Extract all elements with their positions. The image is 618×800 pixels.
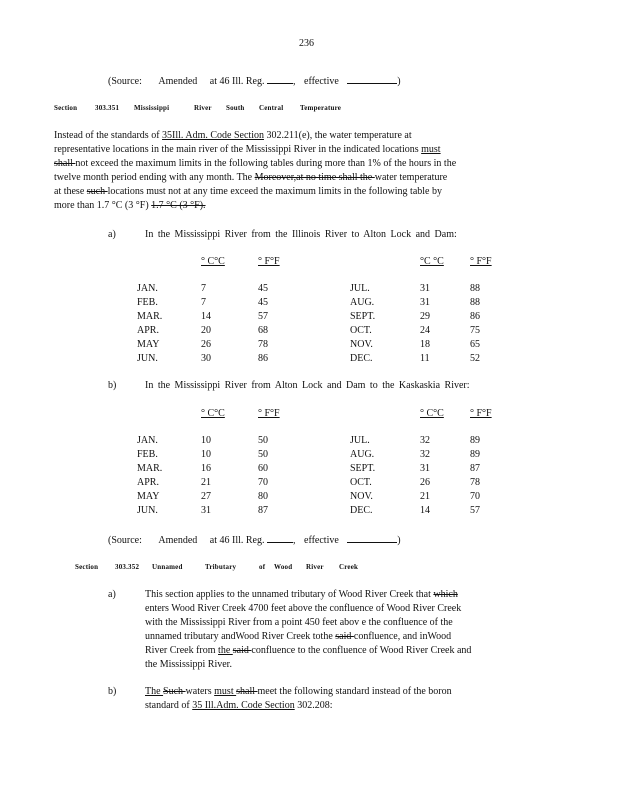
item-a-line [145,616,535,629]
fahrenheit-column [258,282,268,366]
source-register: at 46 Ill. Reg. [209,76,265,87]
table-cell: 24 [420,325,430,336]
table-cell: 88 [470,283,480,294]
item-label: a) [108,229,116,240]
table-cell: 31 [201,505,211,516]
table-cell: 80 [258,491,268,502]
item-b-line [145,699,535,712]
deleted-text: Such [163,686,186,697]
text-run: Instead of the standards of [54,130,163,141]
celsius-column [420,282,430,366]
table-cell: MAY [137,491,160,502]
table-cell: MAR. [137,463,163,474]
table-cell: FEB. [137,297,158,308]
title-word: Unnamed [152,563,183,571]
effective-blank [347,533,397,543]
inserted-text: 35 Ill.Adm. Code Section [192,700,295,711]
source-note-1: (Source: Amended at 46 Ill. Reg. , effective ) [108,76,401,87]
table-cell: 52 [470,353,480,364]
text-run: more than 1.7 °C (3 °F) [54,200,152,211]
table-cell: SEPT. [350,463,376,474]
inserted-text: the [218,645,233,656]
table-cell: 86 [470,311,480,322]
col-header-f: ° F°F [470,408,492,419]
table-cell: 89 [470,449,480,460]
intro-line [54,157,539,170]
text-run: at these [54,186,87,197]
fahrenheit-column [470,434,480,518]
col-header-c: ° C°C [201,408,225,419]
table-cell: 57 [470,505,480,516]
table-cell: 45 [258,297,268,308]
table-heading: In the Mississippi River from the Illinois River to Alton Lock and Dam: [145,229,457,240]
register-blank [267,533,293,543]
table-cell: 30 [201,353,211,364]
table-cell: 7 [201,297,206,308]
title-word: of [259,563,266,571]
table-cell: 21 [420,491,430,502]
item-a-line [145,644,535,657]
title-word: Creek [339,563,359,571]
title-word: Tributary [205,563,237,571]
intro-line [54,171,539,184]
item-a-line [145,602,535,615]
source-register: at 46 Ill. Reg. [209,535,265,546]
table-cell: 70 [470,491,480,502]
table-cell: 26 [420,477,430,488]
source-close: ) [397,76,401,87]
month-column [350,434,375,518]
col-header-c: °C °C [420,256,444,267]
title-word: Temperature [300,104,342,112]
table-cell: OCT. [350,325,372,336]
table-cell: 86 [258,353,268,364]
deleted-text: shall [54,158,76,169]
deleted-text: shall [236,686,258,697]
month-column [350,282,375,366]
register-blank [267,74,293,84]
table-cell: 26 [201,339,211,350]
table-cell: JUN. [137,353,158,364]
table-cell: 75 [470,325,480,336]
intro-line [54,129,539,142]
table-heading: In the Mississippi River from Alton Lock and Dam to the Kaskaskia River: [145,380,470,391]
text-run: locations must not at any time exceed the maximum limits in the following table by [107,186,442,197]
table-cell: JUN. [137,505,158,516]
intro-line [54,143,539,156]
table-cell: 29 [420,311,430,322]
title-word: Wood [274,563,293,571]
text-run: meet the following standard instead of the boron [257,686,452,697]
table-cell: JUL. [350,283,370,294]
celsius-column [420,434,430,518]
item-a-line [145,630,535,643]
title-word: River [194,104,212,112]
text-run: with the Mississippi River from a point 450 feet abov e the confluence of the [145,617,453,628]
table-cell: 31 [420,297,430,308]
celsius-column [201,434,211,518]
item-a-line [145,588,535,601]
table-cell: MAY [137,339,160,350]
table-cell: DEC. [350,505,373,516]
table-cell: 31 [420,463,430,474]
intro-line [54,199,539,212]
table-cell: OCT. [350,477,372,488]
table-cell: JAN. [137,435,158,446]
text-run: 302.208: [294,700,333,711]
fahrenheit-column [470,282,480,366]
col-header-f: ° F°F [470,256,492,267]
text-run: standard of [145,700,193,711]
table-cell: JAN. [137,283,158,294]
table-cell: 89 [470,435,480,446]
table-cell: APR. [137,477,159,488]
item-label: a) [108,589,116,600]
deleted-text: 1.7 °C (3 °F). [151,200,206,211]
title-word: South [226,104,245,112]
inserted-text: The [145,686,164,697]
source-label: (Source: [108,76,142,87]
deleted-text: Moreover,at no time shall the [254,172,375,183]
inserted-text: 35Ill. Adm. Code Section [162,130,264,141]
text-run: not exceed the maximum limits in the following tables during more than 1% of the hours in the [75,158,457,169]
table-cell: 31 [420,283,430,294]
table-cell: 14 [420,505,430,516]
table-cell: 10 [201,435,211,446]
table-cell: 50 [258,449,268,460]
source-effective: effective [304,76,339,87]
table-cell: 60 [258,463,268,474]
text-run: confluence to the confluence of Wood River Creek and [251,645,472,656]
table-cell: 32 [420,435,430,446]
month-column [137,434,162,518]
table-cell: 78 [470,477,480,488]
section-id: 303.351 [95,104,120,112]
deleted-text: said [232,645,252,656]
page-number: 236 [299,38,314,49]
table-cell: 20 [201,325,211,336]
deleted-text: which [433,589,458,600]
table-cell: 18 [420,339,430,350]
table-cell: 68 [258,325,268,336]
table-cell: NOV. [350,339,373,350]
source-amended: Amended [158,76,198,87]
table-cell: 65 [470,339,480,350]
item-label: b) [108,686,117,697]
text-run: River Creek from [145,645,219,656]
table-cell: 88 [470,297,480,308]
deleted-text: said [335,631,354,642]
text-run: twelve month period ending with any month. The [54,172,255,183]
source-label: (Source: [108,535,142,546]
table-cell: 87 [258,505,268,516]
table-cell: 16 [201,463,211,474]
inserted-text: must [421,144,441,155]
table-cell: 10 [201,449,211,460]
source-amended: Amended [158,535,198,546]
table-cell: NOV. [350,491,373,502]
table-cell: 27 [201,491,211,502]
table-cell: SEPT. [350,311,376,322]
source-close: ) [397,535,401,546]
intro-line [54,185,539,198]
section-word: Section [75,563,99,571]
table-cell: DEC. [350,353,373,364]
table-cell: APR. [137,325,159,336]
col-header-f: ° F°F [258,408,280,419]
table-cell: AUG. [350,449,375,460]
table-cell: 87 [470,463,480,474]
table-cell: 14 [201,311,211,322]
title-word: Mississippi [134,104,170,112]
text-run: representative locations in the main river of the Mississippi River in the indicated locations [54,144,422,155]
col-header-f: ° F°F [258,256,280,267]
text-run: 302.211(e), the water temperature at [263,130,412,141]
table-cell: 21 [201,477,211,488]
col-header-c: ° C°C [420,408,444,419]
table-cell: 50 [258,435,268,446]
item-a-line [145,658,535,671]
month-column [137,282,162,366]
text-run: This section applies to the unnamed tributary of Wood River Creek that [145,589,434,600]
text-run: the Mississippi River. [145,659,232,670]
source-effective: effective [304,535,339,546]
col-header-c: ° C°C [201,256,225,267]
table-cell: 70 [258,477,268,488]
inserted-text: must [214,686,237,697]
fahrenheit-column [258,434,268,518]
table-cell: 11 [420,353,430,364]
item-b-line [145,685,535,698]
title-word: Central [259,104,284,112]
text-run: waters [185,686,215,697]
table-cell: AUG. [350,297,375,308]
section-id: 303.352 [115,563,140,571]
section-word: Section [54,104,78,112]
table-cell: 45 [258,283,268,294]
effective-blank [347,74,397,84]
deleted-text: such [86,186,108,197]
text-run: enters Wood River Creek 4700 feet above the confluence of Wood River Creek [145,603,462,614]
table-cell: 7 [201,283,206,294]
celsius-column [201,282,211,366]
table-cell: MAR. [137,311,163,322]
item-label: b) [108,380,117,391]
table-cell: 57 [258,311,268,322]
source-note-2: (Source: Amended at 46 Ill. Reg. , effective ) [108,535,401,546]
text-run: unnamed tributary andWood River Creek tothe [145,631,336,642]
table-cell: FEB. [137,449,158,460]
title-word: River [306,563,324,571]
text-run: water temperature [374,172,448,183]
table-cell: 32 [420,449,430,460]
table-cell: JUL. [350,435,370,446]
text-run: confluence, and inWood [353,631,452,642]
table-cell: 78 [258,339,268,350]
